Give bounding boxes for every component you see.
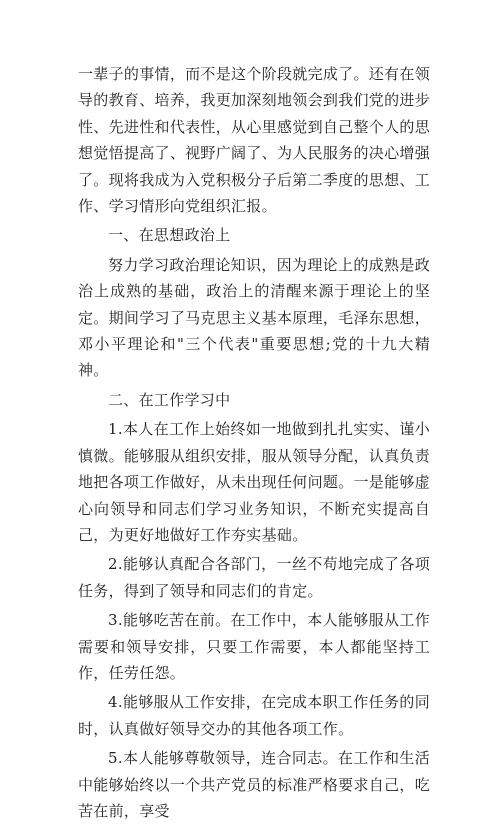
paragraph-intro: 一辈子的事情，而不是这个阶段就完成了。还有在领导的教育、培养，我更加深刻地领会到我们党的进步性、先进性和代表性，从心里感觉到自己整个人的思想觉悟提高了、视野广阔了、为人民服务的决心增强了。现将我成为入党积极分子后第二季度的思想、工作、学习情形向党组织汇报。 [78, 65, 430, 216]
list-item-1: 1.本人在工作上始终如一地做到扎扎实实、谨小慎微。能够服从组织安排，服从领导分配，认真负责地把各项工作做好，从未出现任何问题。一是能够虚心向领导和同志们学习业务知识，不断充实提高自己，为更好地做好工作夯实基础。 [78, 420, 430, 544]
document-body [78, 61, 430, 827]
list-item-4: 4.能够服从工作安排，在完成本职工作任务的同时，认真做好领导交办的其他各项工作。 [78, 693, 430, 738]
list-item-5: 5.本人能够尊敬领导，连合同志。在工作和生活中能够始终以一个共产党员的标准严格要求自己，吃苦在前，享受 [78, 749, 430, 820]
section-heading-2: 二、在工作学习中 [108, 390, 231, 409]
list-item-2: 2.能够认真配合各部门，一丝不苟地完成了各项任务，得到了领导和同志们的肯定。 [78, 555, 430, 600]
section-heading-1: 一、在思想政治上 [108, 226, 231, 245]
list-item-3: 3.能够吃苦在前。在工作中，本人能够服从工作需要和领导安排，只要工作需要，本人都能坚持工作，任劳任怨。 [78, 611, 430, 682]
paragraph-politics: 努力学习政治理论知识，因为理论上的成熟是政治上成熟的基础，政治上的清醒来源于理论上的坚定。期间学习了马克思主义基本原理，毛泽东思想，邓小平理论和"三个代表"重要思想;党的十九大精神。 [78, 255, 430, 380]
